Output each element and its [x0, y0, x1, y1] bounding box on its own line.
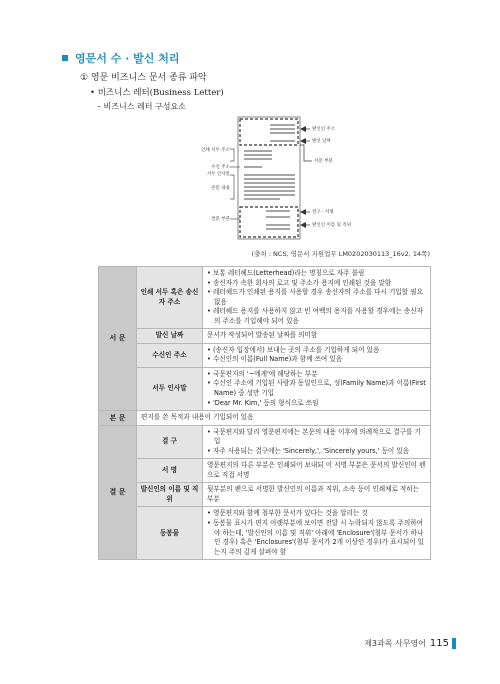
table-row — [99, 329, 431, 344]
list-item: • 레터헤드 용지를 사용하지 않고 빈 여백의 용지를 사용할 경우에는 송신자의 주소를 기입해야 되어 있음 — [207, 307, 423, 325]
row-label: 발신 날짜 — [137, 329, 203, 344]
row-content: 영문편지의 다른 부분은 인쇄되어 보내되 이 서명 부분은 문서의 발신인이 펜으로 직접 서명 — [203, 459, 431, 483]
row-content: 뒷부분의 펜으로 서명한 발신인의 이름과 직위, 소속 등이 인쇄체로 적히는 부분 — [203, 483, 431, 507]
row-label: 서 명 — [137, 459, 203, 483]
letter-structure-diagram — [200, 115, 370, 243]
subheading-1: ① 영문 비즈니스 문서 종류 파악 — [80, 73, 207, 83]
label-letterhead: 인쇄 서두 주소 — [201, 148, 230, 153]
list-item: • 레터헤드가 인쇄된 용지를 사용할 경우 송신자의 주소를 다시 기입할 필요 없음 — [207, 288, 423, 306]
row-content: 편지를 쓴 목적과 내용이 기입되어 있음 — [137, 411, 431, 426]
page-number: 115 — [429, 638, 449, 649]
section-title — [62, 50, 180, 66]
list-item: • 자주 사용되는 결구에는 'Sincerely,', 'Sincerely yours,' 등이 있음 — [207, 446, 410, 455]
label-salutation: 서두 인사말 — [206, 172, 230, 177]
row-label: 인쇄 서두 혹은 송신자 주소 — [137, 267, 203, 329]
row-label: 동봉물 — [137, 507, 203, 560]
label-sender-name-title: 발신인 이름 및 직위 — [312, 223, 352, 228]
square-bullet-icon — [62, 55, 68, 61]
table-row — [99, 367, 431, 410]
table-row — [99, 411, 431, 426]
table-row — [99, 483, 431, 507]
list-item: • 동봉물 표시가 편지 아랫부분에 보이면 전달 시 누락되지 않도록 주의하여야 하는데, '발신인의 이름 및 직위' 아래에 'Enclosure'(첨부 문서가 하나인 경우) 혹은 'Enclosures'(첨부 문서가 2개 이상인 경우)가 표시되어 있는지 주의 깊게 살펴야 함 — [207, 519, 425, 556]
letter-components-table — [98, 266, 431, 560]
table-row — [99, 343, 431, 367]
group-header-opening: 서 문 — [99, 267, 137, 411]
label-closing: 결문 부분 — [211, 217, 230, 222]
table-row — [99, 507, 431, 560]
letter-page — [238, 117, 300, 239]
list-item: • 수신인의 이름(Full Name)과 함께 쓰여 있음 — [207, 355, 343, 364]
table-row — [99, 425, 431, 459]
row-content — [203, 507, 431, 560]
list-item: • 송신자가 속한 회사의 로고 및 주소가 용지에 인쇄된 것을 말함 — [207, 278, 392, 287]
group-header-closing: 결 문 — [99, 425, 137, 560]
list-item: • 수신인 주소에 기입된 사람과 동일인으로, 성(Family Name)과 이름(First Name) 중 성만 기입 — [207, 379, 426, 398]
list-item: • 'Dear Mr. Kim,' 등의 형식으로 쓰임 — [207, 398, 319, 407]
label-complimentary-close: 결구 · 서명 — [312, 210, 334, 215]
row-content — [203, 343, 431, 367]
footer-chapter: 제3과목 사무영어 — [364, 639, 426, 648]
source-caption: (출처 : NCS, 영문서 지원업무 LM0202030113_16v2, 14쪽) — [251, 250, 430, 258]
row-content — [203, 425, 431, 459]
page-footer — [364, 638, 456, 649]
label-inside-address: 수신 주소 — [211, 165, 230, 170]
row-content: 문서가 작성되어 발송된 날짜를 의미함 — [203, 329, 431, 344]
group-header-body: 본 문 — [99, 411, 137, 426]
row-content — [203, 367, 431, 410]
section-title-text: 영문서 수 · 발신 처리 — [75, 52, 180, 65]
list-item: • 영문편지와 함께 첨부한 문서가 있다는 것을 알리는 것 — [207, 509, 368, 518]
list-item: • (송신자 입장에서) 보내는 곳의 주소를 기입하게 되어 있음 — [207, 345, 380, 354]
footer-accent-bar — [452, 638, 456, 649]
row-label: 수신인 주소 — [137, 343, 203, 367]
subheading-2: • 비즈니스 레터(Business Letter) — [90, 88, 224, 98]
label-body: 본문 내용 — [211, 186, 230, 191]
row-label: 결 구 — [137, 425, 203, 459]
label-send-date: 발신 날짜 — [312, 139, 331, 144]
subheading-3: – 비즈니스 레터 구성요소 — [97, 102, 186, 111]
row-content — [203, 267, 431, 329]
table-row — [99, 267, 431, 329]
table-row — [99, 459, 431, 483]
row-label: 발신인의 이름 및 직위 — [137, 483, 203, 507]
label-opening: 서문 부분 — [314, 159, 333, 164]
list-item: • 국문편지의 '~에게'에 해당하는 부분 — [207, 369, 318, 378]
row-label: 서두 인사말 — [137, 367, 203, 410]
label-sender-address: 발신인 주소 — [312, 127, 336, 132]
list-item: • 보통 레터헤드(Letterhead)라는 명칭으로 자주 불림 — [207, 269, 365, 277]
list-item: • 국문편지와 달리 영문편지에는 본문의 내용 이후에 의례적으로 결구를 기입 — [207, 427, 421, 446]
